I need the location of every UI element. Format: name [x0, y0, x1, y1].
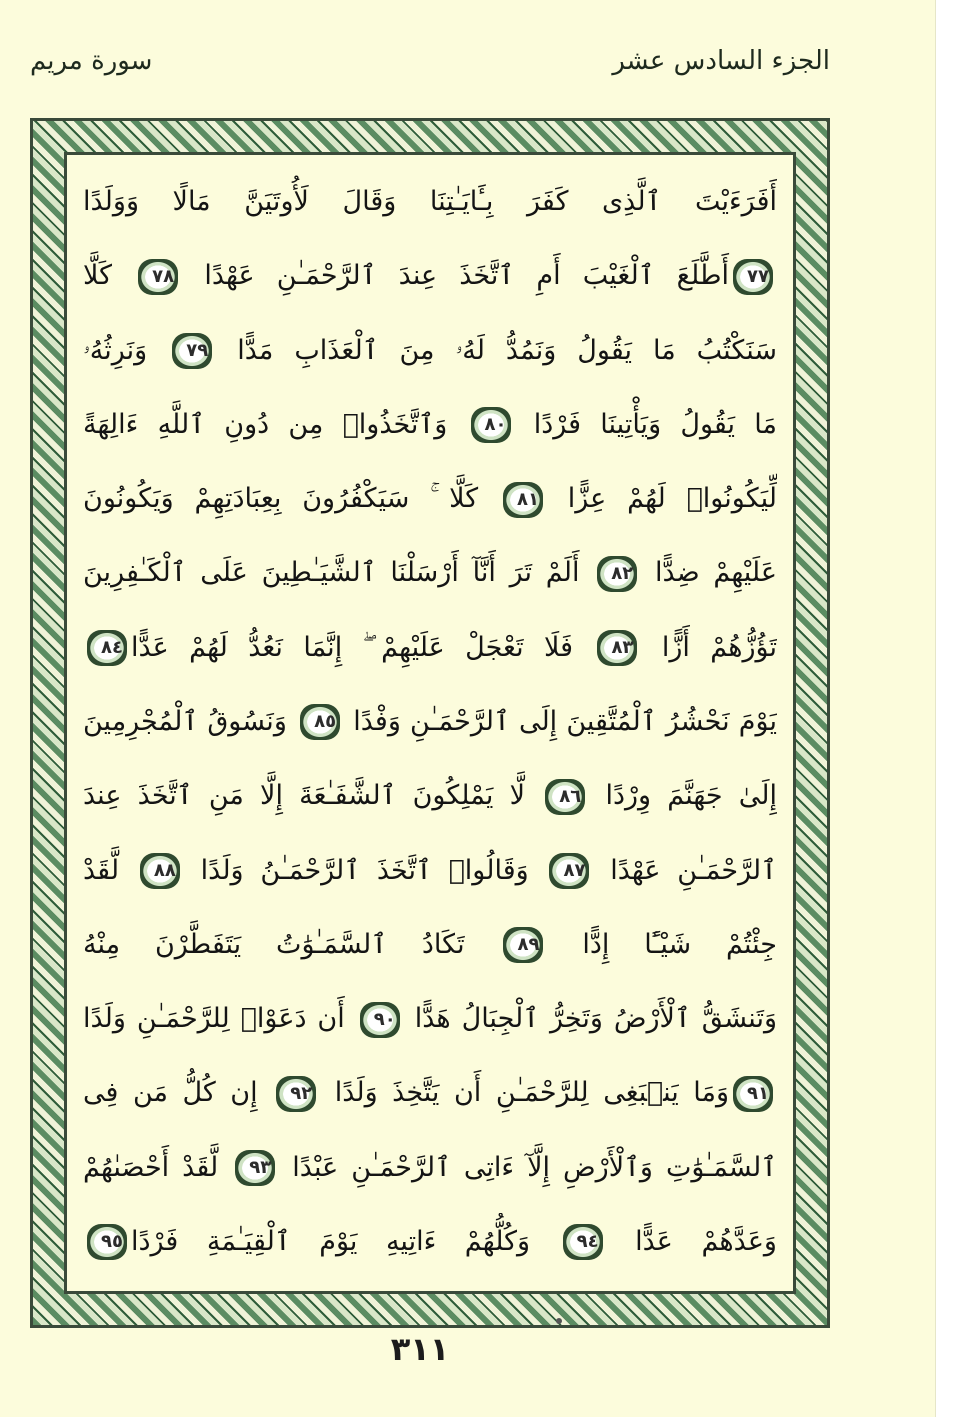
verse-text: وَعَدَّهُمْ عَدًّا — [635, 1225, 777, 1257]
verse-text: إِن كُلُّ مَن فِى — [83, 1077, 258, 1109]
ayah-number-marker: ٧٩ — [172, 333, 212, 369]
verse-line — [83, 470, 777, 528]
verse-text: وَمَا يَنۢبَغِى لِلرَّحْمَـٰنِ أَن يَتَّخِذَ وَلَدًا — [334, 1077, 729, 1109]
verse-text: وَٱتَّخَذُوا۟ مِن دُونِ ٱللَّهِ ءَالِهَةً — [83, 408, 448, 440]
verse-text: وَنَسُوقُ ٱلْمُجْرِمِينَ — [83, 705, 287, 737]
verse-text: وَقَالُوا۟ ٱتَّخَذَ ٱلرَّحْمَـٰنُ وَلَدًا — [200, 854, 529, 886]
verse-text: عَلَيْهِمْ ضِدًّا — [655, 557, 777, 589]
ayah-number-marker: ٩٥ — [87, 1224, 127, 1260]
ornament-dot — [556, 1318, 562, 1324]
ayah-number-marker: ٨٩ — [503, 927, 543, 963]
verse-text: وَكُلُّهُمْ ءَاتِيهِ يَوْمَ ٱلْقِيَـٰمَةِ فَرْدًا — [131, 1225, 531, 1257]
verse-text: فَلَا تَعْجَلْ عَلَيْهِمْ ۖ إِنَّمَا نَعُدُّ لَهُمْ عَدًّا — [131, 631, 574, 663]
verse-line — [83, 1064, 777, 1122]
verse-line — [83, 842, 777, 900]
verse-text: أَطَّلَعَ ٱلْغَيْبَ أَمِ ٱتَّخَذَ عِندَ ٱلرَّحْمَـٰنِ عَهْدًا — [204, 260, 729, 292]
verse-line — [83, 767, 777, 825]
verse-text: جِئْتُمْ شَيْـًٔا إِدًّا — [582, 928, 777, 960]
verse-line — [83, 693, 777, 751]
verse-text: تَكَادُ ٱلسَّمَـٰوَٰتُ يَتَفَطَّرْنَ مِنْهُ — [83, 928, 465, 960]
verse-line — [83, 247, 777, 305]
verse-line — [83, 990, 777, 1048]
ayah-number-marker: ٩٠ — [360, 1002, 400, 1038]
ayah-number-marker: ٨٣ — [597, 630, 637, 666]
verse-text: كَلَّا ۚ سَيَكْفُرُونَ بِعِبَادَتِهِمْ وَيَكُونُونَ — [83, 483, 479, 515]
verse-text: وَتَنشَقُّ ٱلْأَرْضُ وَتَخِرُّ ٱلْجِبَالُ هَدًّا — [414, 1003, 777, 1035]
page-edge — [935, 0, 974, 1417]
ayah-number-marker: ٨١ — [503, 482, 543, 518]
ayah-number-marker: ٩٣ — [235, 1150, 275, 1186]
verse-line — [83, 916, 777, 974]
verse-text: ٱلسَّمَـٰوَٰتِ وَٱلْأَرْضِ إِلَّآ ءَاتِى ٱلرَّحْمَـٰنِ عَبْدًا — [292, 1151, 777, 1183]
verse-line — [83, 1213, 777, 1271]
ayah-number-marker: ٩٤ — [563, 1224, 603, 1260]
verse-text: أَن دَعَوْا۟ لِلرَّحْمَـٰنِ وَلَدًا — [83, 1003, 345, 1035]
verse-text: وَنَرِثُهُۥ — [83, 334, 148, 366]
verse-lines — [83, 173, 777, 1271]
verse-text: لِّيَكُونُوا۟ لَهُمْ عِزًّا — [567, 483, 777, 515]
verse-line — [83, 544, 777, 602]
verse-text: كَلَّا — [83, 260, 112, 292]
ayah-number-marker: ٨٤ — [87, 630, 127, 666]
verse-text: أَلَمْ تَرَ أَنَّآ أَرْسَلْنَا ٱلشَّيَـٰطِينَ عَلَى ٱلْكَـٰفِرِينَ — [83, 557, 580, 589]
page-number: ٣١١ — [390, 1330, 450, 1368]
verse-line — [83, 322, 777, 380]
ayah-number-marker: ٨٨ — [140, 853, 180, 889]
verse-text: لَّا يَمْلِكُونَ ٱلشَّفَـٰعَةَ إِلَّا مَنِ ٱتَّخَذَ عِندَ — [83, 780, 525, 812]
ayah-number-marker: ٩٢ — [276, 1076, 316, 1112]
text-panel — [64, 152, 796, 1294]
ayah-number-marker: ٩١ — [733, 1076, 773, 1112]
verse-text: مَا يَقُولُ وَيَأْتِينَا فَرْدًا — [533, 408, 777, 440]
ayah-number-marker: ٨٦ — [545, 779, 585, 815]
surah-label: سورة مريم — [30, 46, 153, 76]
ayah-number-marker: ٧٧ — [733, 259, 773, 295]
verse-text: يَوْمَ نَحْشُرُ ٱلْمُتَّقِينَ إِلَى ٱلرَّحْمَـٰنِ وَفْدًا — [353, 705, 777, 737]
verse-text: إِلَىٰ جَهَنَّمَ وِرْدًا — [605, 780, 777, 812]
ayah-number-marker: ٨٠ — [471, 407, 511, 443]
ayah-number-marker: ٨٧ — [549, 853, 589, 889]
verse-line — [83, 1139, 777, 1197]
verse-text: ٱلرَّحْمَـٰنِ عَهْدًا — [610, 854, 777, 886]
ayah-number-marker: ٨٥ — [300, 704, 340, 740]
verse-line — [83, 173, 777, 231]
verse-text: لَّقَدْ — [83, 854, 120, 886]
verse-text: أَفَرَءَيْتَ ٱلَّذِى كَفَرَ بِـَٔايَـٰتِنَا وَقَالَ لَأُوتَيَنَّ مَالًا وَوَلَدًا — [83, 186, 777, 217]
page-header — [30, 40, 830, 90]
verse-line — [83, 396, 777, 454]
juz-label: الجزء السادس عشر — [612, 46, 830, 76]
verse-text: سَنَكْتُبُ مَا يَقُولُ وَنَمُدُّ لَهُۥ مِنَ ٱلْعَذَابِ مَدًّا — [237, 334, 777, 366]
ayah-number-marker: ٨٢ — [597, 556, 637, 592]
verse-text: لَّقَدْ أَحْصَىٰهُمْ — [83, 1151, 219, 1183]
verse-text: تَؤُزُّهُمْ أَزًّا — [661, 631, 777, 663]
ayah-number-marker: ٧٨ — [138, 259, 178, 295]
verse-line — [83, 619, 777, 677]
